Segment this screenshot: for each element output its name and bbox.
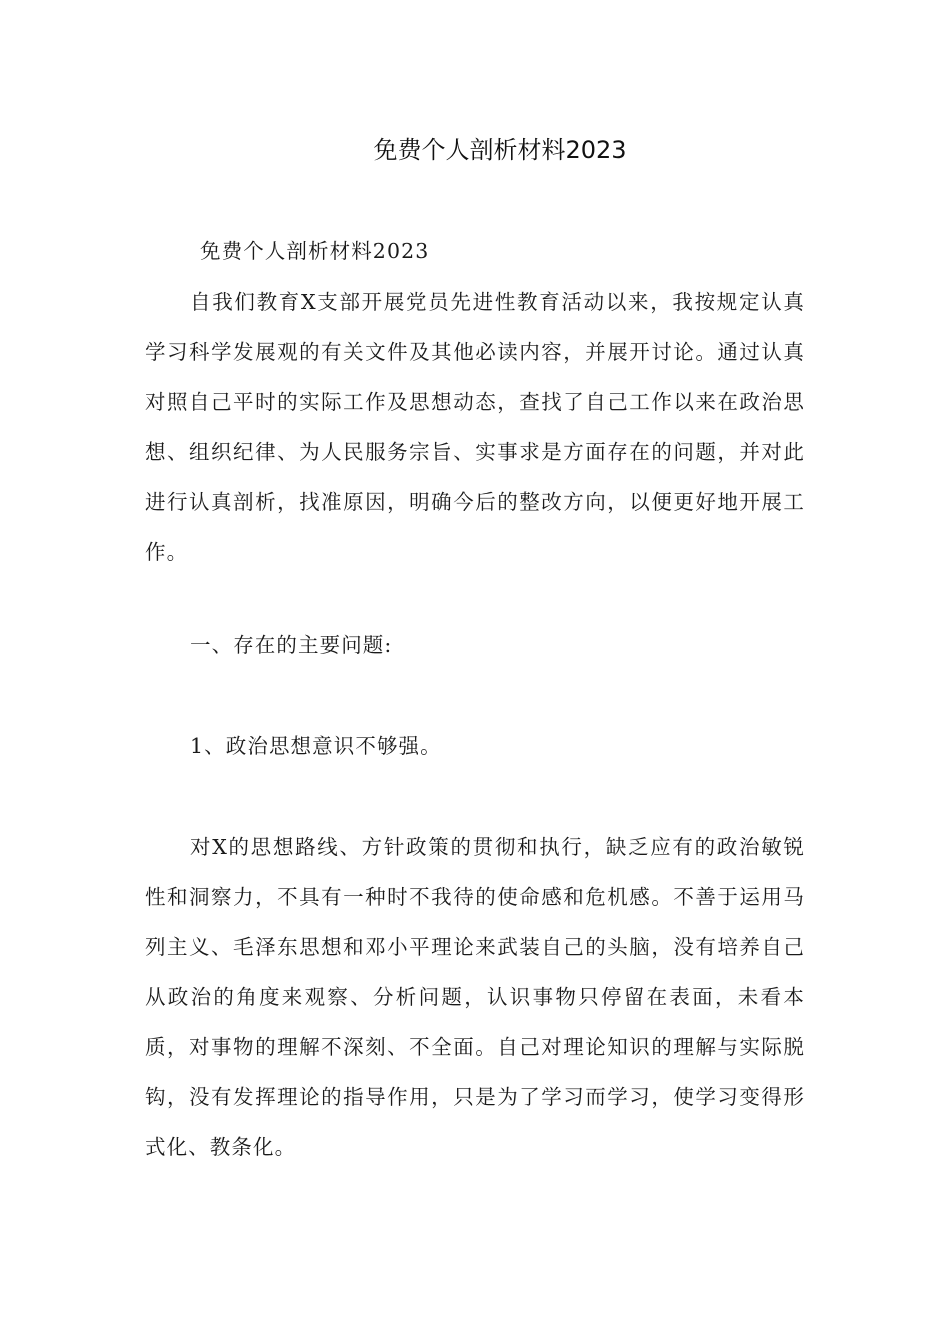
- section-heading: 一、存在的主要问题:: [190, 633, 393, 657]
- item-heading: 1、政治思想意识不够强。: [190, 734, 442, 758]
- intro-paragraph: 自我们教育X支部开展党员先进性教育活动以来，我按规定认真学习科学发展观的有关文件及其他必读内容，并展开讨论。通过认真对照自己平时的实际工作及思想动态，查找了自己工作以来在政治思想、组织纪律、为人民服务宗旨、实事求是方面存在的问题，并对此进行认真剖析，找准原因，明确今后的整改方向，以便更好地开展工作。: [145, 290, 805, 564]
- body-paragraph: 对X的思想路线、方针政策的贯彻和执行，缺乏应有的政治敏锐性和洞察力，不具有一种时不我待的使命感和危机感。不善于运用马列主义、毛泽东思想和邓小平理论来武装自己的头脑，没有培养自己从政治的角度来观察、分析问题，认识事物只停留在表面，未看本质，对事物的理解不深刻、不全面。自己对理论知识的理解与实际脱钩，没有发挥理论的指导作用，只是为了学习而学习，使学习变得形式化、教条化。: [145, 835, 805, 1159]
- document-subtitle: 免费个人剖析材料2023: [200, 239, 430, 263]
- document-title: 免费个人剖析材料2023: [373, 136, 627, 164]
